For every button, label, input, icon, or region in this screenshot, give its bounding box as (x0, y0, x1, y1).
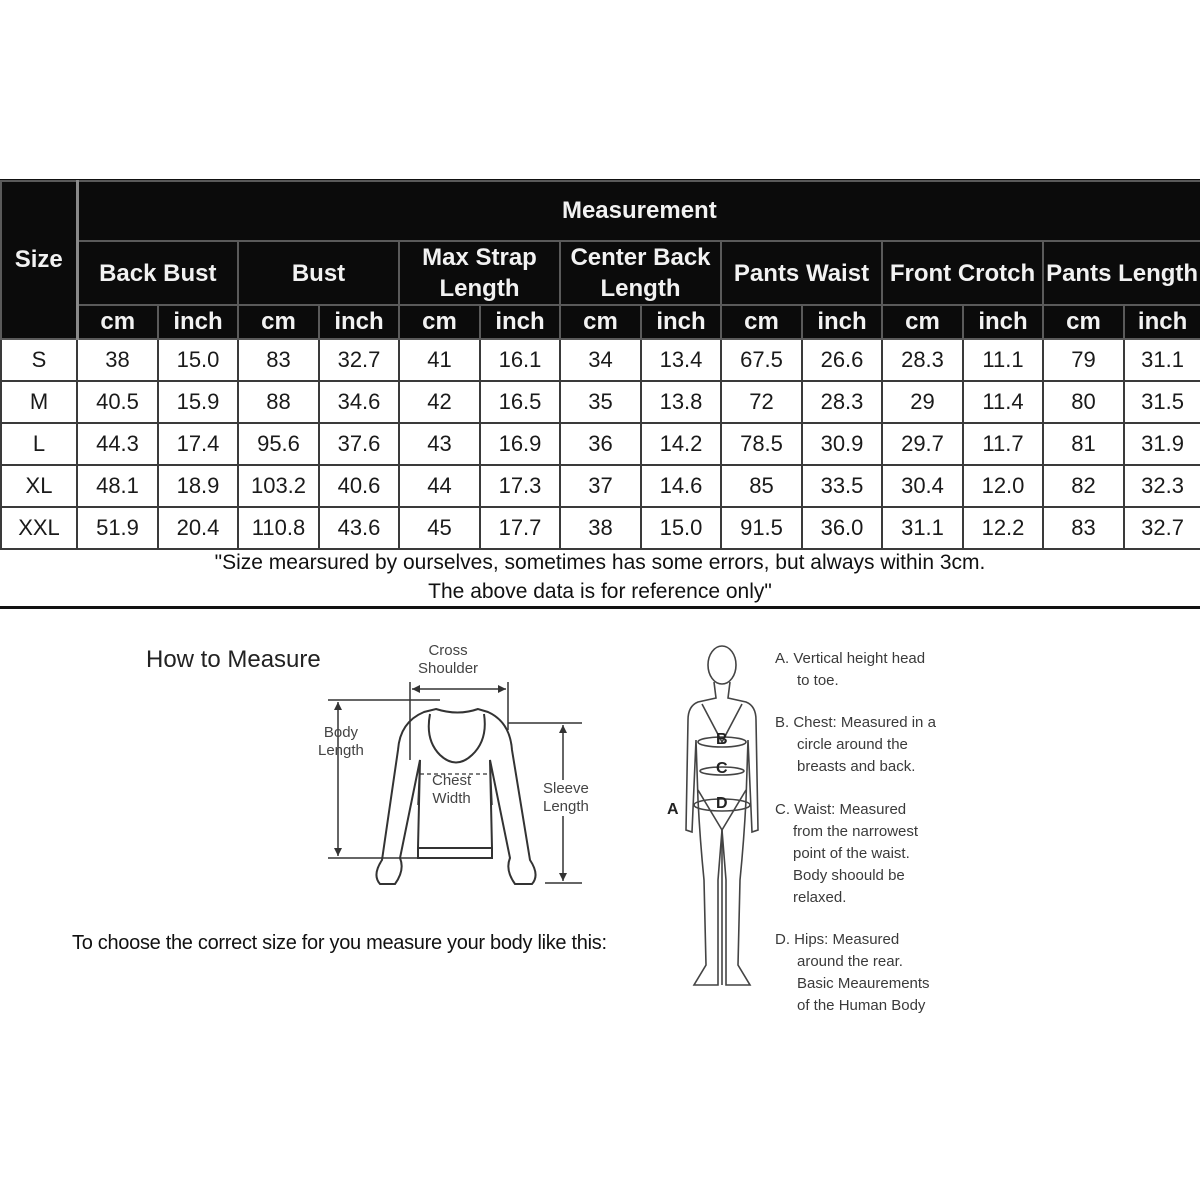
section-divider (0, 606, 1200, 609)
table-row (1, 423, 1200, 465)
value-cell: 12.0 (963, 465, 1043, 507)
table-row (1, 465, 1200, 507)
measurement-group-header: Measurement (77, 181, 1200, 241)
value-cell: 32.3 (1124, 465, 1200, 507)
value-cell: 34 (560, 339, 641, 381)
value-cell: 13.8 (641, 381, 721, 423)
table-row (1, 339, 1200, 381)
value-cell: 17.7 (480, 507, 560, 549)
value-cell: 11.1 (963, 339, 1043, 381)
column-header: Pants Waist (721, 241, 882, 305)
measurement-disclaimer (0, 548, 1200, 606)
value-cell: 43.6 (319, 507, 399, 549)
value-cell: 15.0 (158, 339, 238, 381)
value-cell: 36.0 (802, 507, 882, 549)
value-cell: 32.7 (1124, 507, 1200, 549)
value-cell: 32.7 (319, 339, 399, 381)
value-cell: 83 (238, 339, 319, 381)
value-cell: 29 (882, 381, 963, 423)
value-cell: 17.3 (480, 465, 560, 507)
unit-header: inch (963, 305, 1043, 339)
value-cell: 79 (1043, 339, 1124, 381)
value-cell: 36 (560, 423, 641, 465)
value-cell: 80 (1043, 381, 1124, 423)
marker-a: A (667, 801, 679, 818)
value-cell: 44.3 (77, 423, 158, 465)
value-cell: 85 (721, 465, 802, 507)
size-cell: M (1, 381, 77, 423)
value-cell: 28.3 (882, 339, 963, 381)
marker-d: D (716, 795, 728, 812)
value-cell: 83 (1043, 507, 1124, 549)
value-cell: 41 (399, 339, 480, 381)
size-column-header: Size (1, 181, 77, 339)
value-cell: 17.4 (158, 423, 238, 465)
value-cell: 30.4 (882, 465, 963, 507)
value-cell: 26.6 (802, 339, 882, 381)
value-cell: 37.6 (319, 423, 399, 465)
unit-header: cm (77, 305, 158, 339)
chest-width-label: Chest Width (432, 772, 472, 807)
unit-header: cm (238, 305, 319, 339)
table-row (1, 381, 1200, 423)
sweater-diagram-icon (300, 640, 600, 900)
value-cell: 11.4 (963, 381, 1043, 423)
value-cell: 11.7 (963, 423, 1043, 465)
marker-c: C (716, 760, 728, 777)
column-header: Max Strap Length (399, 241, 560, 305)
value-cell: 40.6 (319, 465, 399, 507)
value-cell: 33.5 (802, 465, 882, 507)
legend-d: D. Hips: Measured around the rear. Basic Meaurements of the Human Body (775, 931, 930, 1014)
disclaimer-line-1: "Size mearsured by ourselves, sometimes has some errors, but always within 3cm. (214, 551, 986, 574)
size-cell: XXL (1, 507, 77, 549)
size-cell: S (1, 339, 77, 381)
value-cell: 40.5 (77, 381, 158, 423)
unit-header: cm (882, 305, 963, 339)
value-cell: 13.4 (641, 339, 721, 381)
sleeve-length-label: Sleeve Length (543, 780, 589, 815)
value-cell: 91.5 (721, 507, 802, 549)
value-cell: 42 (399, 381, 480, 423)
value-cell: 31.1 (1124, 339, 1200, 381)
value-cell: 95.6 (238, 423, 319, 465)
column-header: Back Bust (77, 241, 238, 305)
table-row (1, 507, 1200, 549)
value-cell: 81 (1043, 423, 1124, 465)
size-cell: L (1, 423, 77, 465)
value-cell: 43 (399, 423, 480, 465)
size-cell: XL (1, 465, 77, 507)
value-cell: 12.2 (963, 507, 1043, 549)
value-cell: 35 (560, 381, 641, 423)
value-cell: 45 (399, 507, 480, 549)
body-length-label: Body Length (318, 724, 364, 759)
value-cell: 51.9 (77, 507, 158, 549)
value-cell: 38 (560, 507, 641, 549)
value-cell: 88 (238, 381, 319, 423)
human-body-diagram-icon (660, 640, 770, 1005)
unit-header: cm (560, 305, 641, 339)
measure-instruction: To choose the correct size for you measure your body like this: (72, 932, 607, 954)
unit-header: inch (319, 305, 399, 339)
unit-header: inch (802, 305, 882, 339)
unit-header: cm (1043, 305, 1124, 339)
value-cell: 37 (560, 465, 641, 507)
value-cell: 67.5 (721, 339, 802, 381)
value-cell: 28.3 (802, 381, 882, 423)
value-cell: 31.5 (1124, 381, 1200, 423)
value-cell: 16.1 (480, 339, 560, 381)
value-cell: 16.5 (480, 381, 560, 423)
unit-header: cm (721, 305, 802, 339)
cross-shoulder-label: Cross Shoulder (418, 642, 479, 677)
value-cell: 34.6 (319, 381, 399, 423)
value-cell: 20.4 (158, 507, 238, 549)
unit-header: cm (399, 305, 480, 339)
value-cell: 16.9 (480, 423, 560, 465)
column-header: Front Crotch (882, 241, 1043, 305)
value-cell: 31.9 (1124, 423, 1200, 465)
value-cell: 15.9 (158, 381, 238, 423)
size-chart-table (0, 180, 1200, 550)
value-cell: 30.9 (802, 423, 882, 465)
value-cell: 103.2 (238, 465, 319, 507)
legend-a: A. Vertical height head to toe. (775, 650, 926, 689)
value-cell: 14.2 (641, 423, 721, 465)
value-cell: 29.7 (882, 423, 963, 465)
unit-header: inch (641, 305, 721, 339)
value-cell: 44 (399, 465, 480, 507)
value-cell: 31.1 (882, 507, 963, 549)
unit-header: inch (158, 305, 238, 339)
unit-header: inch (1124, 305, 1200, 339)
legend-b: B. Chest: Measured in a circle around the breasts and back. (775, 714, 936, 775)
column-header: Center Back Length (560, 241, 721, 305)
disclaimer-line-2: The above data is for reference only" (428, 580, 772, 603)
marker-b: B (716, 731, 728, 748)
unit-header: inch (480, 305, 560, 339)
column-header: Pants Length (1043, 241, 1200, 305)
legend-c: C. Waist: Measured from the narrowest point of the waist. Body shoould be relaxed. (775, 801, 919, 906)
value-cell: 78.5 (721, 423, 802, 465)
value-cell: 38 (77, 339, 158, 381)
value-cell: 15.0 (641, 507, 721, 549)
value-cell: 82 (1043, 465, 1124, 507)
value-cell: 18.9 (158, 465, 238, 507)
value-cell: 14.6 (641, 465, 721, 507)
value-cell: 72 (721, 381, 802, 423)
value-cell: 48.1 (77, 465, 158, 507)
value-cell: 110.8 (238, 507, 319, 549)
column-header: Bust (238, 241, 399, 305)
how-to-measure-title: How to Measure (146, 646, 321, 673)
